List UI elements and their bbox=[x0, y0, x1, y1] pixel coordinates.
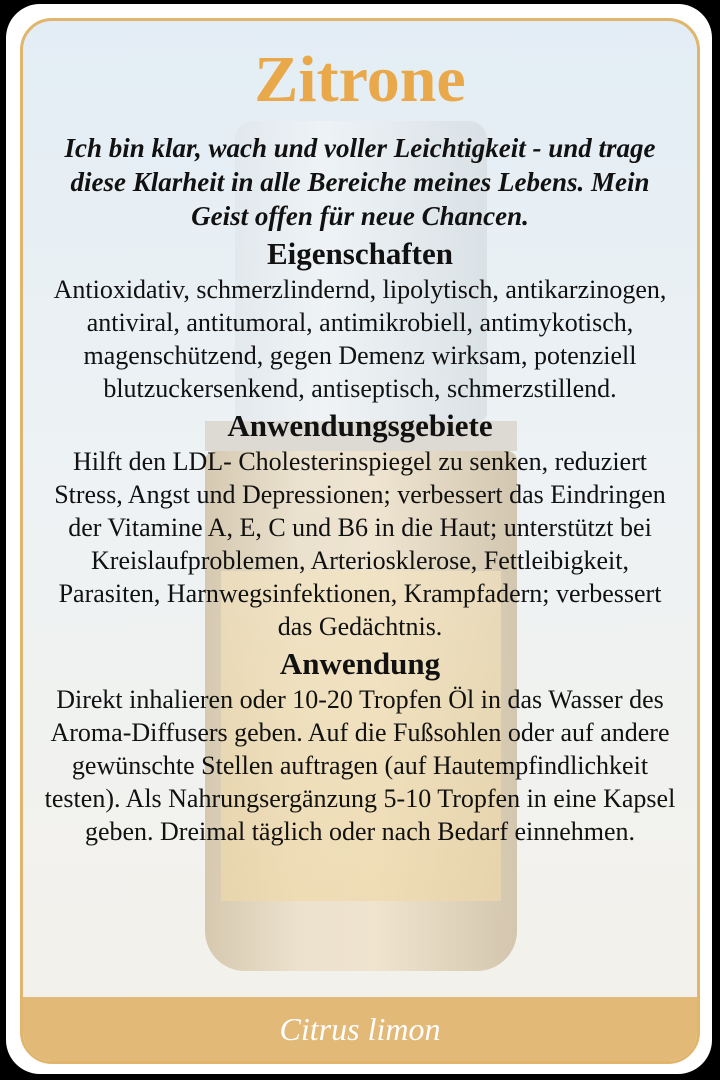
affirmation-text: Ich bin klar, wach und voller Leichtigkeit - und trage diese Klarheit in alle Bereiche meines Lebens. Mein Geist offen für neue Chancen. bbox=[64, 133, 656, 231]
section-text-eigenschaften: Antioxidativ, schmerzlindernd, lipolytisch, antikarzinogen, antiviral, antitumoral, antimikrobiell, antimykotisch, magenschützend, gegen Demenz wirksam, potenziell blutzuckersenkend, antiseptisch, schmerzstillend. bbox=[53, 275, 667, 403]
section-text-anwendungsgebiete: Hilft den LDL- Cholesterinspiegel zu senken, reduziert Stress, Angst und Depressionen; verbessert das Eindringen der Vitamine A, E, C und B6 in die Haut; unterstützt bei Kreislaufproblemen, Arteriosklerose, Fettleibigkeit, Parasiten, Harnwegsinfektionen, Krampfadern; verbessert das Gedächtnis. bbox=[54, 447, 666, 641]
oil-card bbox=[6, 4, 712, 1074]
card-title: Zitrone bbox=[254, 43, 466, 116]
section-heading-anwendung: Anwendung bbox=[279, 646, 441, 681]
latin-name: Citrus limon bbox=[279, 1011, 441, 1047]
card-content bbox=[23, 21, 697, 848]
card-frame bbox=[20, 18, 700, 1064]
card-footer bbox=[23, 997, 697, 1061]
section-heading-eigenschaften: Eigenschaften bbox=[267, 236, 453, 271]
section-text-anwendung: Direkt inhalieren oder 10-20 Tropfen Öl in das Wasser des Aroma-Diffusers geben. Auf die Fußsohlen oder auf andere gewünschte Stellen auftragen (auf Hautempfindlichkeit testen). Als Nahrungsergänzung 5-10 Tropfen in eine Kapsel geben. Dreimal täglich oder nach Bedarf einnehmen. bbox=[44, 685, 676, 846]
section-heading-anwendungsgebiete: Anwendungsgebiete bbox=[227, 408, 493, 443]
